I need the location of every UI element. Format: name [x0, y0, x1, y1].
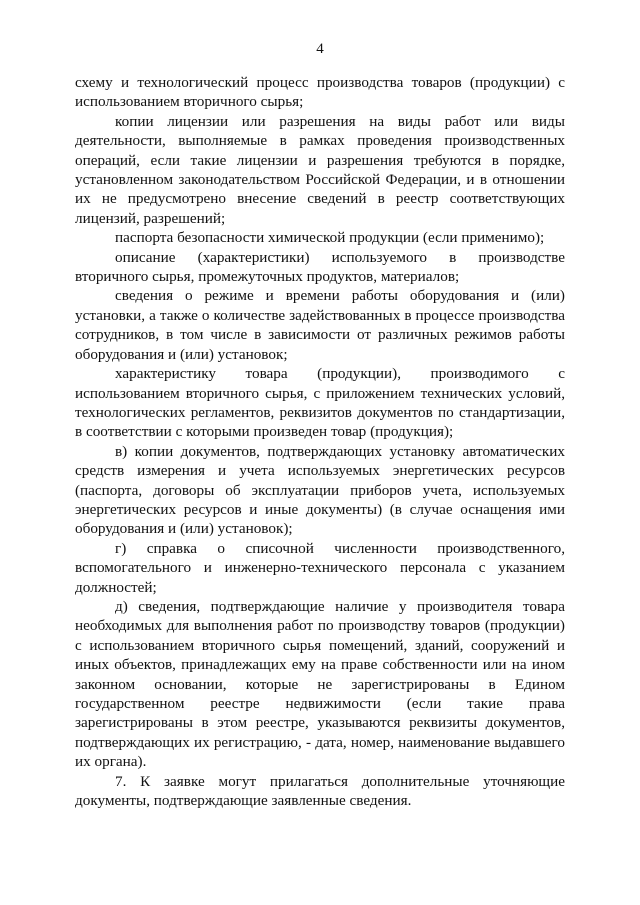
paragraph-item-d-premises: д) сведения, подтверждающие наличие у производителя товара необходимых для выполнения работ по производству товаров (продукции) с использованием вторичного сырья помещений, зданий, сооружений и иных объектов, принадлежащих ему на праве собственности или на ином законном основании, которые не зарегистрированы в Едином государственном реестре недвижимости (если такие права зарегистрированы в этом реестре, указываются реквизиты документов, подтверждающих их регистрацию, - дата, номер, наименование выдавшего их органа). [75, 597, 565, 771]
paragraph-item-g-staff: г) справка о списочной численности производственного, вспомогательного и инженерно-технического персонала с указанием должностей; [75, 539, 565, 596]
paragraph-production-scheme: схему и технологический процесс производства товаров (продукции) с использованием вторичного сырья; [75, 74, 565, 111]
paragraph-equipment-operation: сведения о режиме и времени работы оборудования и (или) установки, а также о количестве задействованных в процессе производства сотрудников, в том числе в зависимости от различных режимов работы оборудования и (или) установок; [75, 287, 565, 363]
page-number: 4 [316, 41, 324, 57]
paragraph-product-characteristics: характеристику товара (продукции), производимого с использованием вторичного сырья, с приложением технических условий, технологических регламентов, реквизитов документов по стандартизации, в соответствии с которыми произведен товар (продукция); [75, 365, 565, 441]
paragraph-safety-passport: паспорта безопасности химической продукции (если применимо); [115, 229, 545, 247]
paragraph-item-v-metering: в) копии документов, подтверждающих установку автоматических средств измерения и учета используемых энергетических ресурсов (паспорта, договоры об эксплуатации приборов учета, используемых энергетических ресурсов и иные документы) (в случае оснащения ими оборудования и (или) установок); [75, 442, 565, 538]
document-body [75, 73, 565, 810]
paragraph-section-7: 7. К заявке могут прилагаться дополнительные уточняющие документы, подтверждающие заявленные сведения. [75, 772, 565, 810]
paragraph-license-copies: копии лицензии или разрешения на виды работ или виды деятельности, выполняемые в рамках проведения производственных операций, если такие лицензии и разрешения требуются в порядке, установленном законодательством Российской Федерации, и в отношении их не предусмотрено внесение сведений в реестр соответствующих лицензий, разрешений; [75, 112, 565, 227]
paragraph-raw-material-description: описание (характеристики) используемого в производстве вторичного сырья, промежуточных продуктов, материалов; [75, 248, 565, 286]
